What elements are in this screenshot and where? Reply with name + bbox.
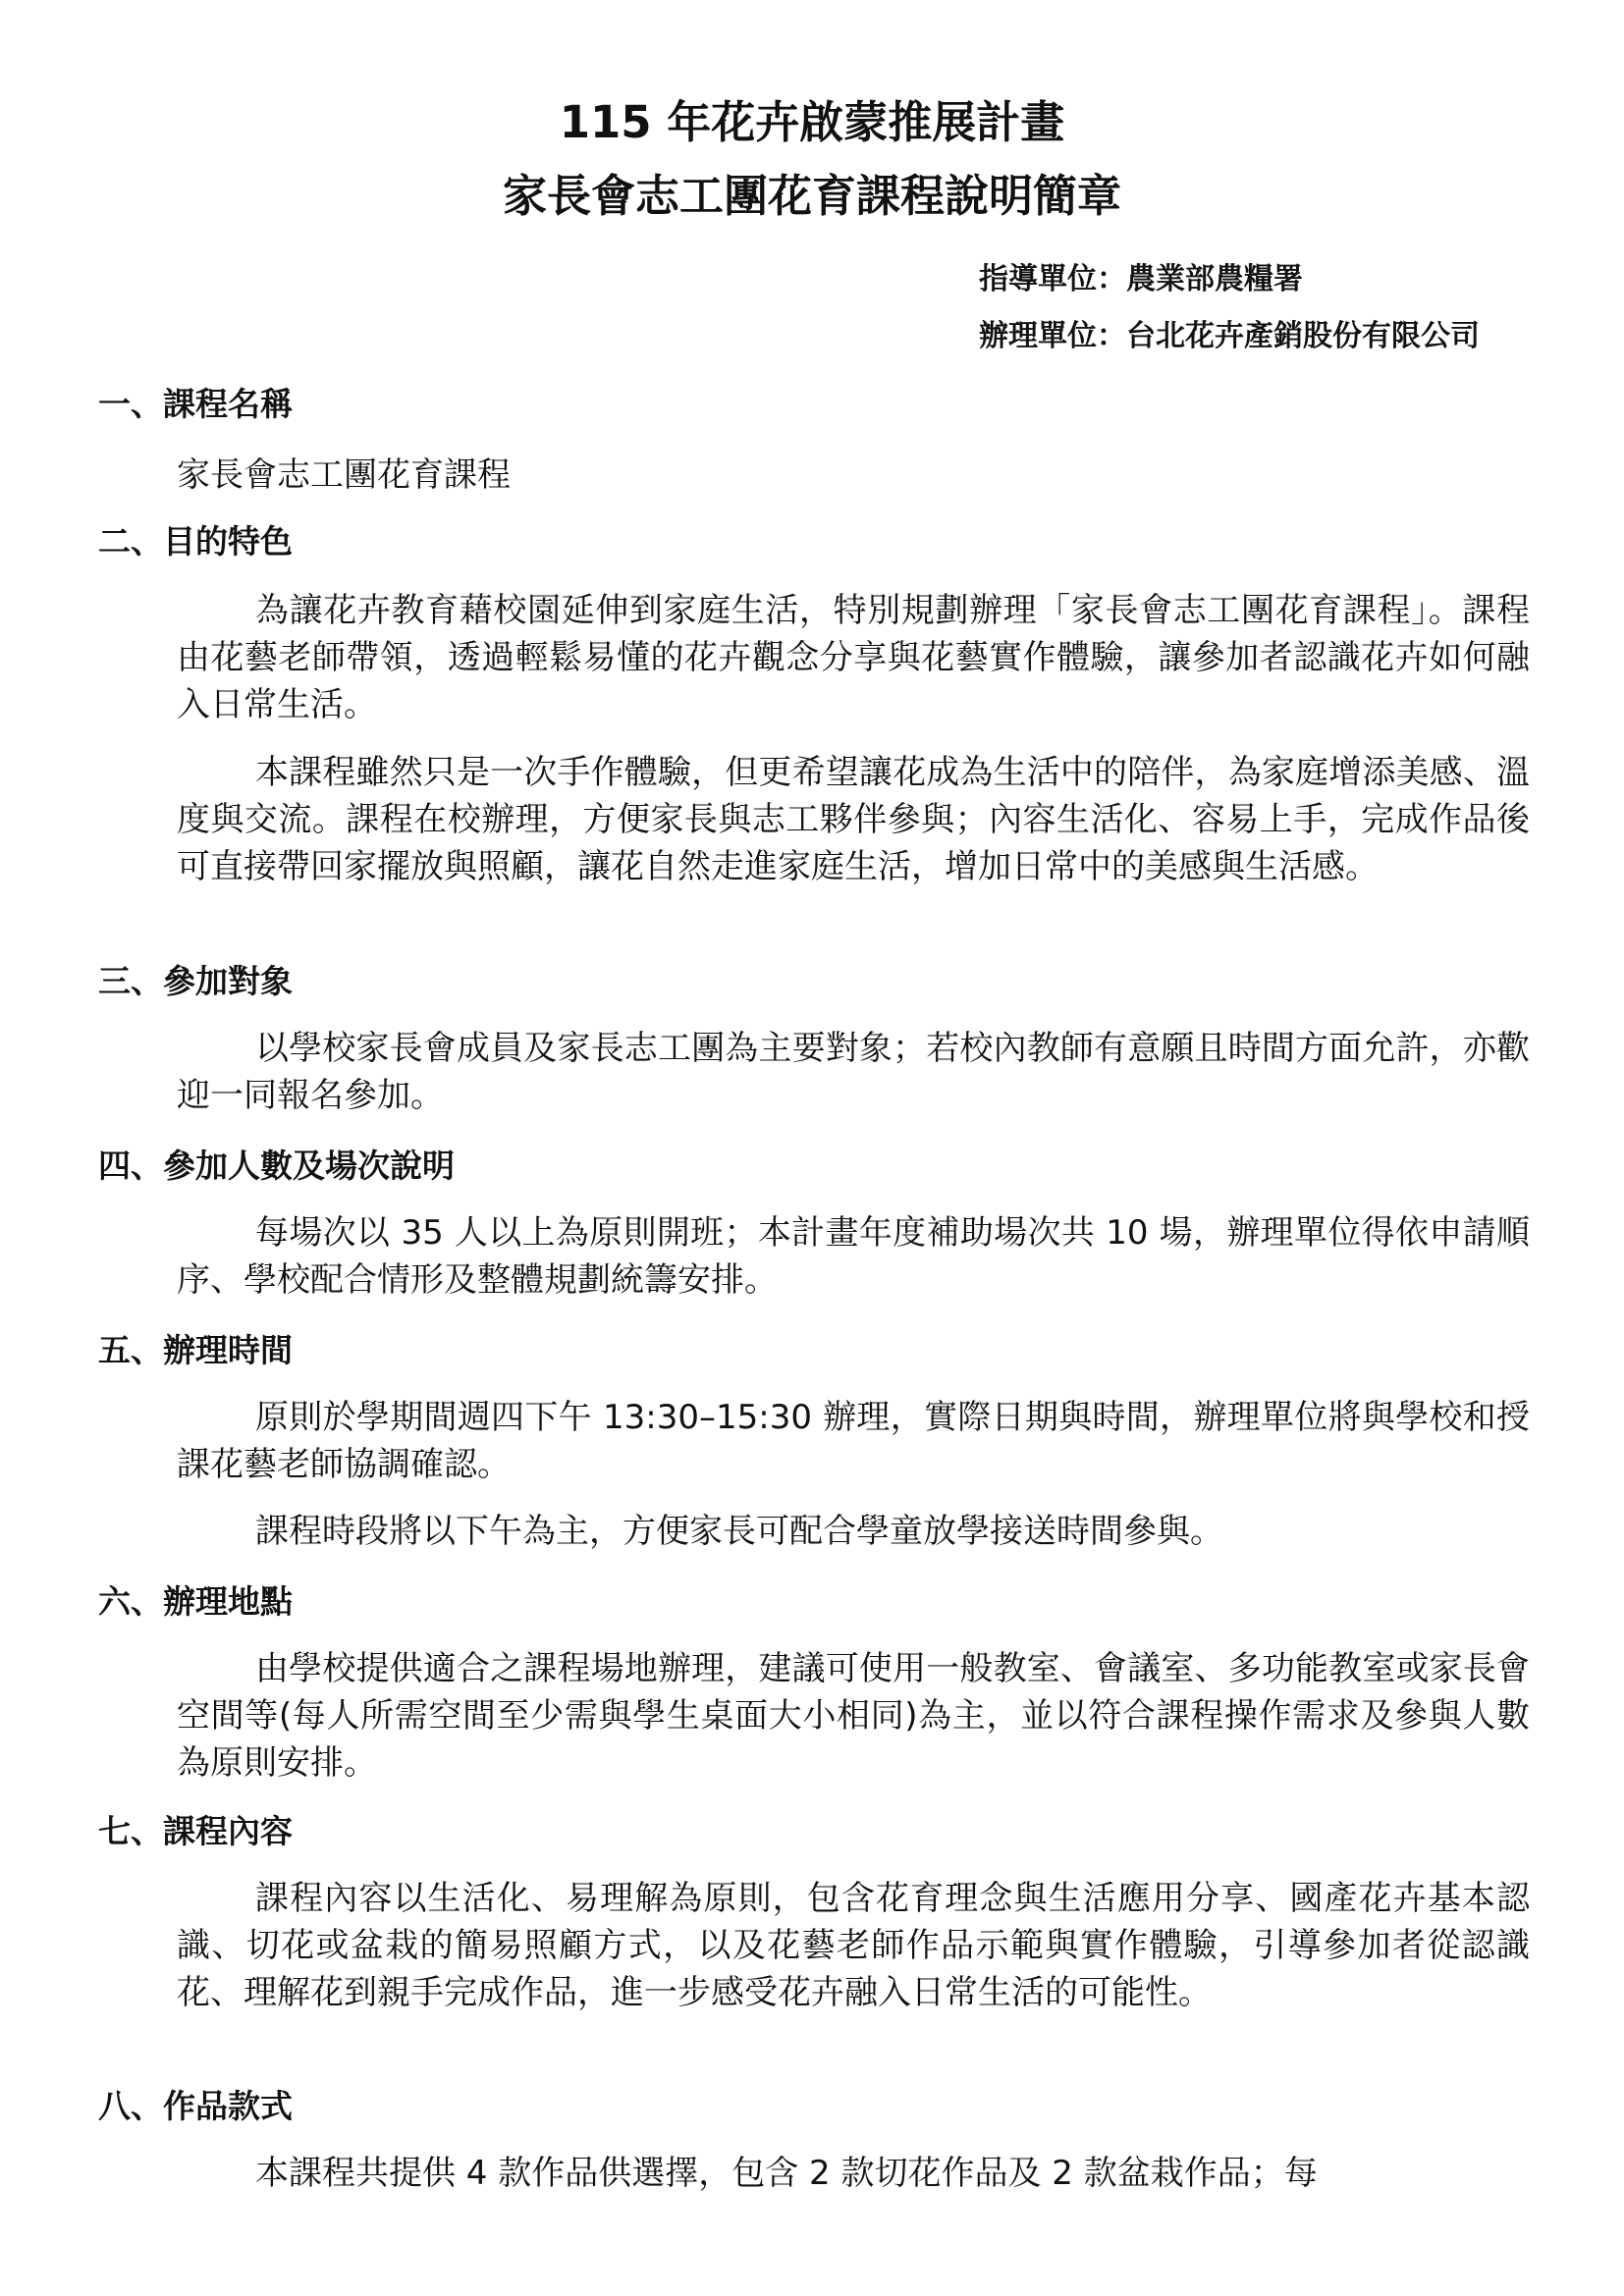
section-paragraph: 本課程共提供 4 款作品供選擇，包含 2 款切花作品及 2 款盆栽作品；每 <box>255 2154 1318 2193</box>
section-paragraph: 由學校提供適合之課程場地辦理，建議可使用一般教室、會議室、多功能教室或家長會空間等(每人所需空間至少需與學生桌面大小相同)為主，並以符合課程操作需求及參與人數為原則安排。 <box>177 1649 1530 1783</box>
section-paragraph: 本課程雖然只是一次手作體驗，但更希望讓花成為生活中的陪伴，為家庭增添美感、溫度與交流。課程在校辦理，方便家長與志工夥伴參與；內容生活化、容易上手，完成作品後可直接帶回家擺放與照顧，讓花自然走進家庭生活，增加日常中的美感與生活感。 <box>177 753 1530 886</box>
section-heading-schedule: 五、辦理時間 <box>98 1331 293 1369</box>
section-heading-works: 八、作品款式 <box>98 2087 293 2125</box>
guiding-unit: 指導單位：農業部農糧署 <box>979 262 1303 296</box>
document-title-line-2: 家長會志工團花育課程說明簡章 <box>502 170 1121 222</box>
document-title-line-1: 115 年花卉啟蒙推展計畫 <box>559 96 1065 148</box>
section-paragraph: 課程內容以生活化、易理解為原則，包含花育理念與生活應用分享、國產花卉基本認識、切花或盆栽的簡易照顧方式，以及花藝老師作品示範與實作體驗，引導參加者從認識花、理解花到親手完成作品，進一步感受花卉融入日常生活的可能性。 <box>177 1879 1530 2012</box>
section-heading-headcount: 四、參加人數及場次說明 <box>98 1147 455 1185</box>
section-heading-participants: 三、參加對象 <box>98 962 293 1000</box>
section-paragraph: 為讓花卉教育藉校園延伸到家庭生活，特別規劃辦理「家長會志工團花育課程」。課程由花藝老師帶領，透過輕鬆易懂的花卉觀念分享與花藝實作體驗，讓參加者認識花卉如何融入日常生活。 <box>177 591 1530 724</box>
organizing-unit: 辦理單位：台北花卉產銷股份有限公司 <box>979 319 1480 353</box>
section-paragraph: 原則於學期間週四下午 13:30–15:30 辦理，實際日期與時間，辦理單位將與學校和授課花藝老師協調確認。 <box>177 1398 1530 1484</box>
section-paragraph: 家長會志工團花育課程 <box>177 455 511 495</box>
section-heading-course-name: 一、課程名稱 <box>98 385 293 423</box>
section-paragraph: 以學校家長會成員及家長志工團為主要對象；若校內教師有意願且時間方面允許，亦歡迎一同報名參加。 <box>177 1029 1530 1115</box>
section-heading-content: 七、課程內容 <box>98 1812 293 1850</box>
section-heading-venue: 六、辦理地點 <box>98 1582 293 1621</box>
section-paragraph: 課程時段將以下午為主，方便家長可配合學童放學接送時間參與。 <box>255 1512 1223 1551</box>
section-heading-purpose: 二、目的特色 <box>98 522 293 561</box>
section-paragraph: 每場次以 35 人以上為原則開班；本計畫年度補助場次共 10 場，辦理單位得依申請順序、學校配合情形及整體規劃統籌安排。 <box>177 1213 1530 1300</box>
